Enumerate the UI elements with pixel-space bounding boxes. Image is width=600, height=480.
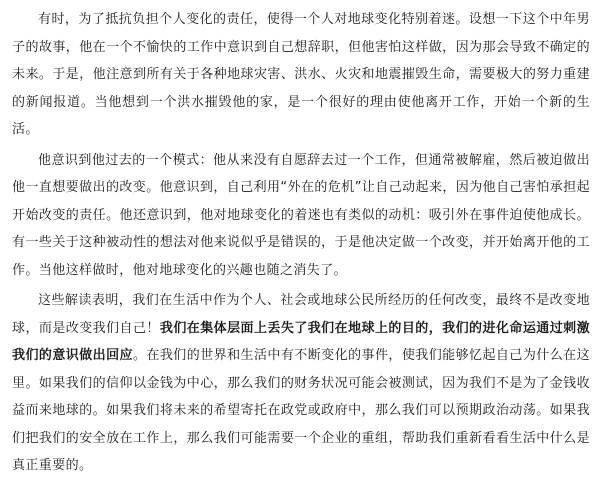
paragraph-3-bold-text: 我们在集体层面上丢失了我们在地球上的目的，我们的进化命运通过刺激我们的意识做出回应 <box>12 320 590 363</box>
paragraph-1: 有时，为了抵抗负担个人变化的责任，使得一个人对地球变化特别着迷。设想一下这个中年男子的故事，他在一个不愉快的工作中意识到自己想辞职，但他害怕这样做，因为那会导致不确定的未来。于是，他注意到所有关于各种地球灾害、洪水、火灾和地震摧毁生命，需要极大的努力重建的新闻报道。当他想到一个洪水摧毁他的家，是一个很好的理由使他离开工作，开始一个新的生活。 <box>12 12 590 137</box>
paragraph-3 <box>12 287 590 480</box>
paragraph-3-text-end: 。在我们的世界和生活中有不断变化的事件，使我们能够忆起自己为什么在这里。如果我们的信仰以金钱为中心，那么我们的财务状况可能会被测试，因为我们不是为了金钱收益而来地球的。如果我们将未来的希望寄托在政党或政府中，那么我们可以预期政治动荡。如果我们把我们的安全放在工作上，那么我们可能需要一个企业的重组，帮助我们重新看看生活中什么是真正重要的。 <box>12 348 590 473</box>
paragraph-3-text-start: 这些解读表明，我们在生活中作为个人、社会或地球公民所经历的任何改变，最终不是改变地球，而是改变我们自己！ <box>12 293 590 336</box>
paragraph-2: 他意识到他过去的一个模式：他从来没有自愿辞去过一个工作，但通常被解雇，然后被迫做出他一直想要做出的改变。他意识到，自己利用“外在的危机”让自己动起来，因为他自己害怕承担起开始改变的责任。他还意识到，他对地球变化的着迷也有类似的动机：吸引外在事件迫使他成长。有一些关于这种被动性的想法对他来说似乎是错误的，于是他决定做一个改变，并开始离开他的工作。当他这样做时，他对地球变化的兴趣也随之消失了。 <box>12 152 590 278</box>
